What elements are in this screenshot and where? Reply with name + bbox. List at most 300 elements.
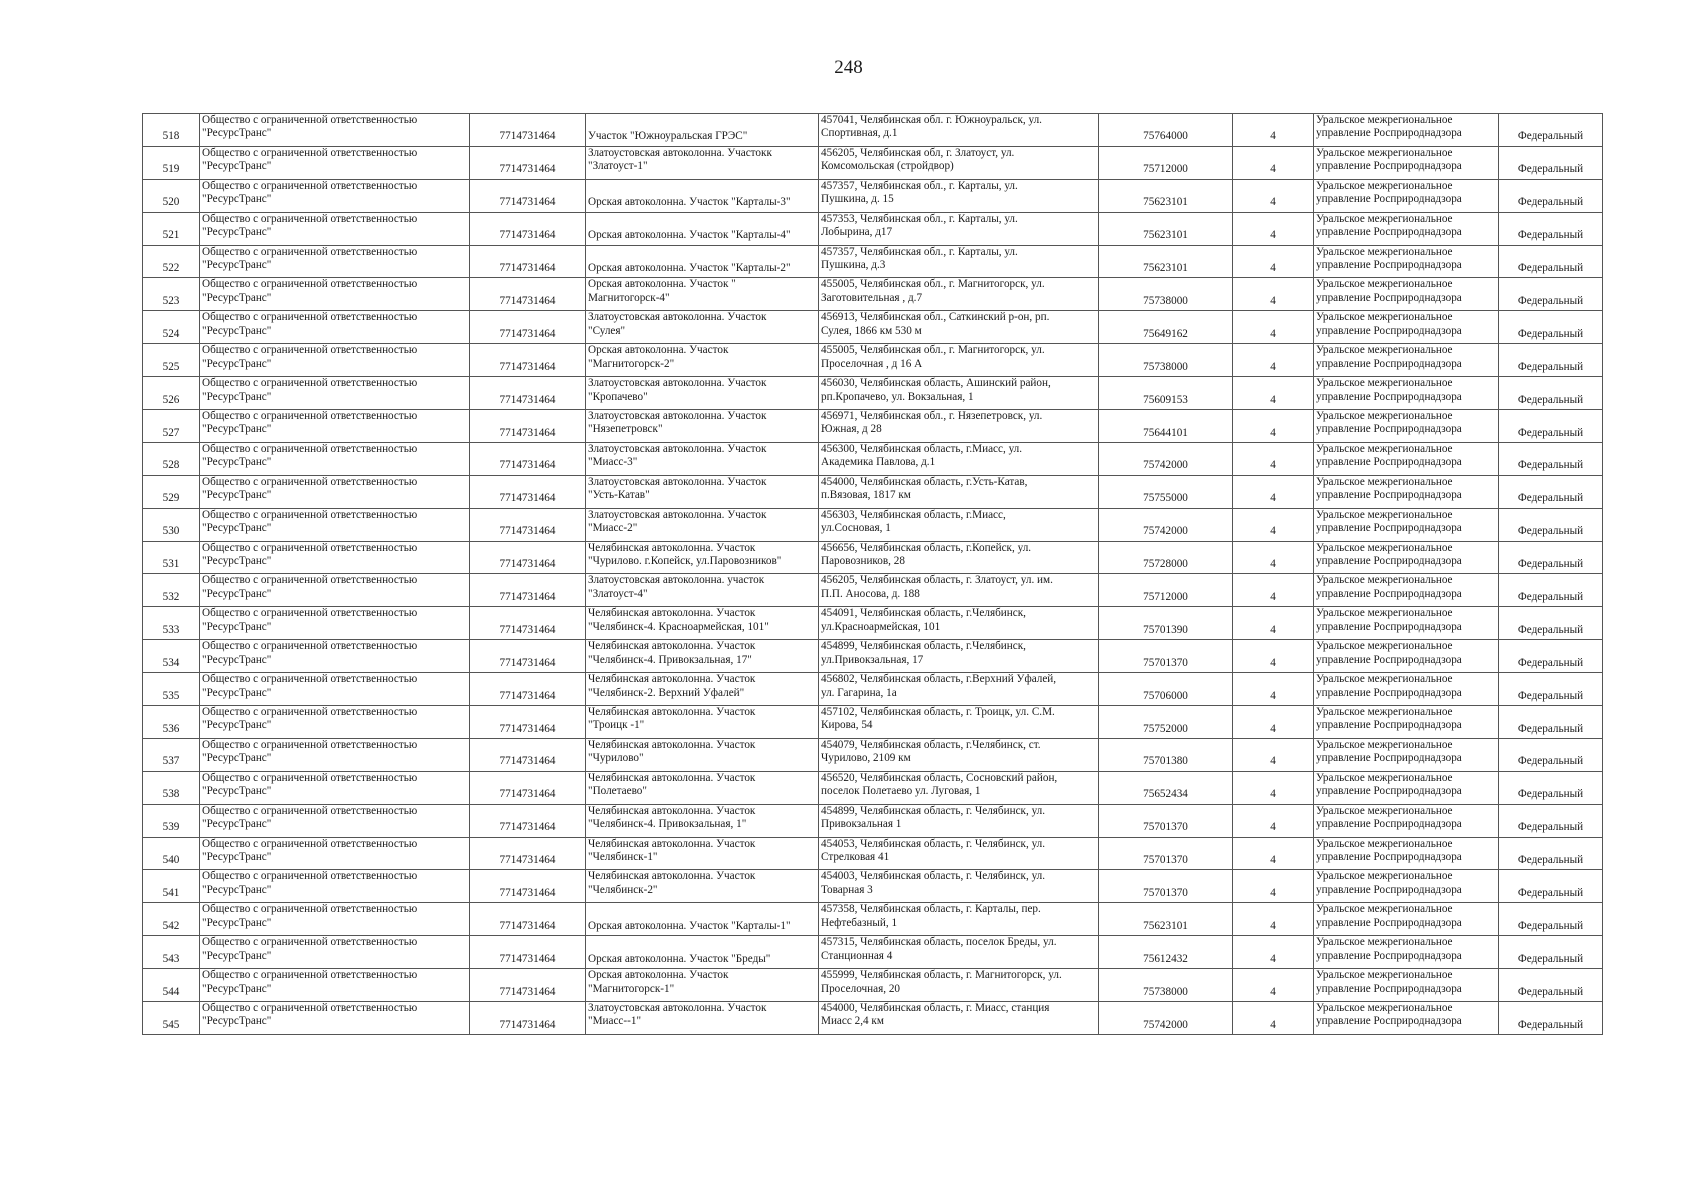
- address-cell-line: Нефтебазный, 1: [821, 916, 898, 929]
- category-cell: 4: [1233, 311, 1314, 344]
- object-cell-line: "Полетаево": [588, 785, 647, 798]
- table-row: [143, 936, 1603, 969]
- object-cell-line: Златоустовская автоколонна. Участок: [588, 508, 767, 521]
- organization-cell-line: "РесурсТранс": [202, 785, 272, 798]
- authority-cell: [1314, 837, 1499, 870]
- inn-cell: 7714731464: [470, 508, 586, 541]
- authority-cell: [1314, 344, 1499, 377]
- object-cell-line: Челябинская автоколонна. Участок: [588, 706, 756, 719]
- authority-cell: [1314, 179, 1499, 212]
- organization-cell-line: "РесурсТранс": [202, 719, 272, 732]
- organization-cell: [200, 1002, 470, 1035]
- organization-cell-line: "РесурсТранс": [202, 949, 272, 962]
- authority-cell-line: управление Росприроднадзора: [1316, 587, 1462, 600]
- organization-cell-line: Общество с ограниченной ответственностью: [202, 146, 418, 159]
- inn-cell: 7714731464: [470, 212, 586, 245]
- address-cell-line: Чурилово, 2109 км: [821, 752, 911, 765]
- row-number-cell: 533: [143, 607, 200, 640]
- supervision-level-cell: Федеральный: [1499, 245, 1603, 278]
- organization-cell: [200, 508, 470, 541]
- address-cell-line: 456030, Челябинская область, Ашинский район,: [821, 377, 1051, 390]
- category-cell: 4: [1233, 903, 1314, 936]
- object-cell: [586, 344, 819, 377]
- authority-cell-line: Уральское межрегиональное: [1316, 114, 1453, 126]
- address-cell-line: 456303, Челябинская область, г.Миасс,: [821, 508, 1006, 521]
- organization-cell: [200, 410, 470, 443]
- object-cell: [586, 706, 819, 739]
- authority-cell-line: управление Росприроднадзора: [1316, 719, 1462, 732]
- supervision-level-cell: Федеральный: [1499, 574, 1603, 607]
- address-cell-line: ул.Сосновая, 1: [821, 522, 891, 535]
- address-cell-line: рп.Кропачево, ул. Вокзальная, 1: [821, 390, 974, 403]
- organization-cell-line: Общество с ограниченной ответственностью: [202, 245, 418, 258]
- object-cell-line: "Златоуст-1": [588, 160, 648, 173]
- authority-cell-line: Уральское межрегиональное: [1316, 245, 1453, 258]
- table-row: [143, 771, 1603, 804]
- organization-cell: [200, 442, 470, 475]
- supervision-level-cell: Федеральный: [1499, 541, 1603, 574]
- authority-cell-line: управление Росприроднадзора: [1316, 226, 1462, 239]
- authority-cell: [1314, 114, 1499, 147]
- address-cell: [819, 245, 1099, 278]
- authority-cell-line: управление Росприроднадзора: [1316, 291, 1462, 304]
- authority-cell: [1314, 278, 1499, 311]
- organization-cell-line: "РесурсТранс": [202, 324, 272, 337]
- address-cell-line: Товарная 3: [821, 883, 873, 896]
- address-cell-line: 456520, Челябинская область, Сосновский район,: [821, 771, 1058, 784]
- okato-cell: 75623101: [1099, 245, 1233, 278]
- object-cell-line: Челябинская автоколонна. Участок: [588, 541, 756, 554]
- table-row: [143, 541, 1603, 574]
- supervision-level-cell: Федеральный: [1499, 278, 1603, 311]
- authority-cell-line: Уральское межрегиональное: [1316, 410, 1453, 423]
- table-row: [143, 706, 1603, 739]
- category-cell: 4: [1233, 738, 1314, 771]
- address-cell-line: 454091, Челябинская область, г.Челябинск,: [821, 607, 1026, 620]
- object-cell-line: "Магнитогорск-1": [588, 982, 675, 995]
- object-cell-line: "Нязепетровск": [588, 423, 663, 436]
- object-cell: [586, 738, 819, 771]
- organization-cell-line: "РесурсТранс": [202, 357, 272, 370]
- object-cell-line: Челябинская автоколонна. Участок: [588, 771, 756, 784]
- row-number-cell: 542: [143, 903, 200, 936]
- organization-cell: [200, 804, 470, 837]
- object-cell-line: "Челябинск-4. Привокзальная, 17": [588, 653, 752, 666]
- okato-cell: 75652434: [1099, 771, 1233, 804]
- object-cell-line: Челябинская автоколонна. Участок: [588, 640, 756, 653]
- organization-cell-line: "РесурсТранс": [202, 752, 272, 765]
- table-row: [143, 640, 1603, 673]
- supervision-level-cell: Федеральный: [1499, 673, 1603, 706]
- authority-cell-line: управление Росприроднадзора: [1316, 818, 1462, 831]
- authority-cell: [1314, 969, 1499, 1002]
- authority-cell: [1314, 442, 1499, 475]
- object-cell: [586, 146, 819, 179]
- row-number-cell: 526: [143, 377, 200, 410]
- organization-cell: [200, 278, 470, 311]
- supervision-level-cell: Федеральный: [1499, 936, 1603, 969]
- okato-cell: 75706000: [1099, 673, 1233, 706]
- inn-cell: 7714731464: [470, 804, 586, 837]
- category-cell: 4: [1233, 245, 1314, 278]
- authority-cell: [1314, 804, 1499, 837]
- inn-cell: 7714731464: [470, 114, 586, 147]
- row-number-cell: 519: [143, 146, 200, 179]
- object-cell-line: "Миасс-3": [588, 456, 638, 469]
- table-row: [143, 607, 1603, 640]
- supervision-level-cell: Федеральный: [1499, 114, 1603, 147]
- organization-cell-line: "РесурсТранс": [202, 554, 272, 567]
- address-cell-line: Пушкина, д. 15: [821, 193, 894, 206]
- category-cell: 4: [1233, 936, 1314, 969]
- organization-cell: [200, 607, 470, 640]
- row-number-cell: 521: [143, 212, 200, 245]
- category-cell: 4: [1233, 837, 1314, 870]
- row-number-cell: 525: [143, 344, 200, 377]
- supervision-level-cell: Федеральный: [1499, 212, 1603, 245]
- inn-cell: 7714731464: [470, 673, 586, 706]
- address-cell: [819, 179, 1099, 212]
- supervision-level-cell: Федеральный: [1499, 837, 1603, 870]
- category-cell: 4: [1233, 771, 1314, 804]
- organization-cell-line: Общество с ограниченной ответственностью: [202, 179, 418, 192]
- address-cell: [819, 410, 1099, 443]
- authority-cell-line: управление Росприроднадзора: [1316, 653, 1462, 666]
- table-row: [143, 837, 1603, 870]
- object-cell: [586, 475, 819, 508]
- object-cell-line: Орская автоколонна. Участок "Бреды": [588, 952, 771, 965]
- authority-cell: [1314, 475, 1499, 508]
- object-cell: [586, 771, 819, 804]
- okato-cell: 75623101: [1099, 903, 1233, 936]
- page-number: 248: [834, 57, 863, 78]
- authority-cell-line: Уральское межрегиональное: [1316, 344, 1453, 357]
- table-row: [143, 738, 1603, 771]
- organization-cell-line: Общество с ограниченной ответственностью: [202, 903, 418, 916]
- inn-cell: 7714731464: [470, 738, 586, 771]
- organization-cell-line: "РесурсТранс": [202, 390, 272, 403]
- authority-cell-line: Уральское межрегиональное: [1316, 640, 1453, 653]
- inn-cell: 7714731464: [470, 245, 586, 278]
- category-cell: 4: [1233, 146, 1314, 179]
- authority-cell: [1314, 870, 1499, 903]
- organization-cell: [200, 344, 470, 377]
- category-cell: 4: [1233, 607, 1314, 640]
- table-row: [143, 179, 1603, 212]
- table-row: [143, 903, 1603, 936]
- category-cell: 4: [1233, 804, 1314, 837]
- address-cell-line: Пушкина, д.3: [821, 258, 886, 271]
- organization-cell-line: "РесурсТранс": [202, 226, 272, 239]
- okato-cell: 75701370: [1099, 837, 1233, 870]
- authority-cell-line: управление Росприроднадзора: [1316, 1015, 1462, 1028]
- object-cell-line: Златоустовская автоколонна. Участокк: [588, 146, 772, 159]
- organization-cell-line: "РесурсТранс": [202, 653, 272, 666]
- authority-cell-line: управление Росприроднадзора: [1316, 456, 1462, 469]
- authority-cell: [1314, 936, 1499, 969]
- authority-cell-line: Уральское межрегиональное: [1316, 706, 1453, 719]
- address-cell: [819, 146, 1099, 179]
- organization-cell: [200, 179, 470, 212]
- organization-cell-line: Общество с ограниченной ответственностью: [202, 442, 418, 455]
- authority-cell-line: управление Росприроднадзора: [1316, 522, 1462, 535]
- okato-cell: 75712000: [1099, 146, 1233, 179]
- authority-cell: [1314, 1002, 1499, 1035]
- authority-cell-line: управление Росприроднадзора: [1316, 193, 1462, 206]
- object-cell-line: "Чурилово": [588, 752, 644, 765]
- object-cell: [586, 969, 819, 1002]
- address-cell: [819, 508, 1099, 541]
- supervision-level-cell: Федеральный: [1499, 442, 1603, 475]
- object-cell-line: "Челябинск-4. Красноармейская, 101": [588, 620, 769, 633]
- inn-cell: 7714731464: [470, 311, 586, 344]
- row-number-cell: 523: [143, 278, 200, 311]
- object-cell-line: Златоустовская автоколонна. Участок: [588, 475, 767, 488]
- authority-cell-line: управление Росприроднадзора: [1316, 752, 1462, 765]
- table-row: [143, 673, 1603, 706]
- okato-cell: 75738000: [1099, 278, 1233, 311]
- authority-cell-line: управление Росприроднадзора: [1316, 127, 1462, 140]
- row-number-cell: 535: [143, 673, 200, 706]
- authority-cell-line: управление Росприроднадзора: [1316, 982, 1462, 995]
- authority-cell: [1314, 574, 1499, 607]
- row-number-cell: 534: [143, 640, 200, 673]
- address-cell: [819, 706, 1099, 739]
- table-row: [143, 870, 1603, 903]
- object-cell-line: Златоустовская автоколонна. Участок: [588, 1002, 767, 1015]
- okato-cell: 75701370: [1099, 870, 1233, 903]
- address-cell: [819, 969, 1099, 1002]
- authority-cell-line: Уральское межрегиональное: [1316, 146, 1453, 159]
- organization-cell: [200, 245, 470, 278]
- okato-cell: 75742000: [1099, 1002, 1233, 1035]
- authority-cell-line: Уральское межрегиональное: [1316, 870, 1453, 883]
- object-cell: [586, 114, 819, 147]
- address-cell-line: поселок Полетаево ул. Луговая, 1: [821, 785, 981, 798]
- address-cell-line: Кирова, 54: [821, 719, 873, 732]
- authority-cell: [1314, 245, 1499, 278]
- organization-cell-line: Общество с ограниченной ответственностью: [202, 706, 418, 719]
- address-cell: [819, 837, 1099, 870]
- address-cell-line: ул. Гагарина, 1а: [821, 686, 897, 699]
- address-cell-line: 456205, Челябинская обл, г. Златоуст, ул.: [821, 146, 1015, 159]
- authority-cell-line: Уральское межрегиональное: [1316, 508, 1453, 521]
- address-cell-line: Привокзальная 1: [821, 818, 902, 831]
- okato-cell: 75609153: [1099, 377, 1233, 410]
- category-cell: 4: [1233, 377, 1314, 410]
- inn-cell: 7714731464: [470, 146, 586, 179]
- inn-cell: 7714731464: [470, 607, 586, 640]
- supervision-level-cell: Федеральный: [1499, 179, 1603, 212]
- address-cell: [819, 738, 1099, 771]
- address-cell-line: 457041, Челябинская обл. г. Южноуральск, ул.: [821, 114, 1042, 126]
- organization-cell-line: Общество с ограниченной ответственностью: [202, 738, 418, 751]
- object-cell: [586, 574, 819, 607]
- category-cell: 4: [1233, 541, 1314, 574]
- address-cell-line: 454899, Челябинская область, г.Челябинск,: [821, 640, 1026, 653]
- authority-cell-line: Уральское межрегиональное: [1316, 903, 1453, 916]
- authority-cell-line: Уральское межрегиональное: [1316, 179, 1453, 192]
- authority-cell-line: Уральское межрегиональное: [1316, 936, 1453, 949]
- authority-cell-line: Уральское межрегиональное: [1316, 541, 1453, 554]
- row-number-cell: 532: [143, 574, 200, 607]
- address-cell: [819, 673, 1099, 706]
- organization-cell-line: Общество с ограниченной ответственностью: [202, 114, 418, 126]
- address-cell: [819, 870, 1099, 903]
- supervision-level-cell: Федеральный: [1499, 508, 1603, 541]
- supervision-level-cell: Федеральный: [1499, 771, 1603, 804]
- object-cell-line: "Троицк -1": [588, 719, 645, 732]
- organization-cell-line: Общество с ограниченной ответственностью: [202, 541, 418, 554]
- organization-cell-line: Общество с ограниченной ответственностью: [202, 344, 418, 357]
- object-cell-line: Челябинская автоколонна. Участок: [588, 673, 756, 686]
- organization-cell-line: "РесурсТранс": [202, 456, 272, 469]
- organization-cell-line: "РесурсТранс": [202, 489, 272, 502]
- table-row: [143, 969, 1603, 1002]
- inn-cell: 7714731464: [470, 969, 586, 1002]
- address-cell-line: Академика Павлова, д.1: [821, 456, 936, 469]
- object-cell-line: Орская автоколонна. Участок "Карталы-4": [588, 229, 791, 242]
- supervision-level-cell: Федеральный: [1499, 870, 1603, 903]
- row-number-cell: 543: [143, 936, 200, 969]
- authority-cell-line: Уральское межрегиональное: [1316, 377, 1453, 390]
- authority-cell-line: Уральское межрегиональное: [1316, 738, 1453, 751]
- category-cell: 4: [1233, 179, 1314, 212]
- authority-cell: [1314, 508, 1499, 541]
- inn-cell: 7714731464: [470, 1002, 586, 1035]
- table-row: [143, 311, 1603, 344]
- object-cell: [586, 179, 819, 212]
- address-cell: [819, 442, 1099, 475]
- authority-cell-line: управление Росприроднадзора: [1316, 554, 1462, 567]
- object-cell: [586, 377, 819, 410]
- supervision-level-cell: Федеральный: [1499, 706, 1603, 739]
- address-cell: [819, 541, 1099, 574]
- address-cell: [819, 114, 1099, 147]
- organization-cell-line: "РесурсТранс": [202, 423, 272, 436]
- okato-cell: 75701370: [1099, 640, 1233, 673]
- category-cell: 4: [1233, 442, 1314, 475]
- address-cell-line: Паровозников, 28: [821, 554, 905, 567]
- authority-cell: [1314, 738, 1499, 771]
- category-cell: 4: [1233, 640, 1314, 673]
- organization-cell-line: Общество с ограниченной ответственностью: [202, 212, 418, 225]
- organization-cell: [200, 738, 470, 771]
- organization-cell-line: Общество с ограниченной ответственностью: [202, 607, 418, 620]
- authority-cell-line: управление Росприроднадзора: [1316, 949, 1462, 962]
- authority-cell: [1314, 903, 1499, 936]
- object-cell-line: "Златоуст-4": [588, 587, 648, 600]
- object-cell-line: Орская автоколонна. Участок "Карталы-1": [588, 919, 791, 932]
- object-cell-line: Челябинская автоколонна. Участок: [588, 738, 756, 751]
- address-cell-line: Станционная 4: [821, 949, 893, 962]
- object-cell: [586, 410, 819, 443]
- row-number-cell: 518: [143, 114, 200, 147]
- row-number-cell: 529: [143, 475, 200, 508]
- okato-cell: 75612432: [1099, 936, 1233, 969]
- supervision-level-cell: Федеральный: [1499, 969, 1603, 1002]
- organization-cell-line: Общество с ограниченной ответственностью: [202, 640, 418, 653]
- organization-cell-line: Общество с ограниченной ответственностью: [202, 870, 418, 883]
- address-cell-line: Стрелковая 41: [821, 851, 890, 863]
- inn-cell: 7714731464: [470, 706, 586, 739]
- address-cell: [819, 278, 1099, 311]
- object-cell-line: "Челябинск-1": [588, 851, 658, 863]
- object-cell-line: "Миасс-2": [588, 522, 638, 535]
- registry-body: [143, 114, 1603, 1035]
- organization-cell: [200, 541, 470, 574]
- organization-cell-line: Общество с ограниченной ответственностью: [202, 311, 418, 324]
- authority-cell-line: Уральское межрегиональное: [1316, 212, 1453, 225]
- okato-cell: 75764000: [1099, 114, 1233, 147]
- inn-cell: 7714731464: [470, 377, 586, 410]
- okato-cell: 75738000: [1099, 969, 1233, 1002]
- address-cell: [819, 640, 1099, 673]
- object-cell-line: Орская автоколонна. Участок ": [588, 278, 736, 291]
- address-cell-line: Заготовительная , д.7: [821, 291, 923, 304]
- object-cell-line: "Усть-Катав": [588, 489, 650, 502]
- inn-cell: 7714731464: [470, 442, 586, 475]
- table-row: [143, 804, 1603, 837]
- object-cell: [586, 903, 819, 936]
- table-row: [143, 574, 1603, 607]
- address-cell-line: 456656, Челябинская область, г.Копейск, ул.: [821, 541, 1032, 554]
- okato-cell: 75712000: [1099, 574, 1233, 607]
- address-cell-line: Сулея, 1866 км 530 м: [821, 324, 922, 337]
- address-cell-line: 456913, Челябинская обл., Саткинский р-он, рп.: [821, 311, 1050, 324]
- object-cell: [586, 311, 819, 344]
- address-cell-line: ул.Привокзальная, 17: [821, 653, 924, 666]
- organization-cell: [200, 903, 470, 936]
- authority-cell-line: Уральское межрегиональное: [1316, 475, 1453, 488]
- organization-cell-line: "РесурсТранс": [202, 818, 272, 831]
- object-cell-line: Орская автоколонна. Участок: [588, 969, 729, 982]
- authority-cell: [1314, 212, 1499, 245]
- organization-cell-line: Общество с ограниченной ответственностью: [202, 574, 418, 587]
- organization-cell-line: "РесурсТранс": [202, 982, 272, 995]
- organization-cell-line: "РесурсТранс": [202, 193, 272, 206]
- object-cell-line: Участок "Южноуральская ГРЭС": [588, 130, 748, 143]
- object-cell-line: "Челябинск-2. Верхний Уфалей": [588, 686, 745, 699]
- organization-cell: [200, 311, 470, 344]
- organization-cell-line: "РесурсТранс": [202, 686, 272, 699]
- address-cell-line: 454079, Челябинская область, г.Челябинск, ст.: [821, 738, 1041, 751]
- table-row: [143, 1002, 1603, 1035]
- organization-cell-line: Общество с ограниченной ответственностью: [202, 837, 418, 850]
- registry-table: [142, 113, 1603, 1035]
- authority-cell: [1314, 541, 1499, 574]
- row-number-cell: 540: [143, 837, 200, 870]
- address-cell-line: 457357, Челябинская обл., г. Карталы, ул.: [821, 245, 1018, 258]
- organization-cell: [200, 837, 470, 870]
- row-number-cell: 537: [143, 738, 200, 771]
- organization-cell-line: "РесурсТранс": [202, 258, 272, 271]
- address-cell: [819, 475, 1099, 508]
- row-number-cell: 524: [143, 311, 200, 344]
- row-number-cell: 528: [143, 442, 200, 475]
- authority-cell: [1314, 146, 1499, 179]
- address-cell-line: П.П. Аносова, д. 188: [821, 587, 920, 600]
- table-row: [143, 245, 1603, 278]
- organization-cell-line: "РесурсТранс": [202, 127, 272, 140]
- row-number-cell: 536: [143, 706, 200, 739]
- organization-cell-line: "РесурсТранс": [202, 522, 272, 535]
- category-cell: 4: [1233, 475, 1314, 508]
- supervision-level-cell: Федеральный: [1499, 377, 1603, 410]
- table-row: [143, 410, 1603, 443]
- authority-cell-line: управление Росприроднадзора: [1316, 160, 1462, 173]
- organization-cell-line: Общество с ограниченной ответственностью: [202, 508, 418, 521]
